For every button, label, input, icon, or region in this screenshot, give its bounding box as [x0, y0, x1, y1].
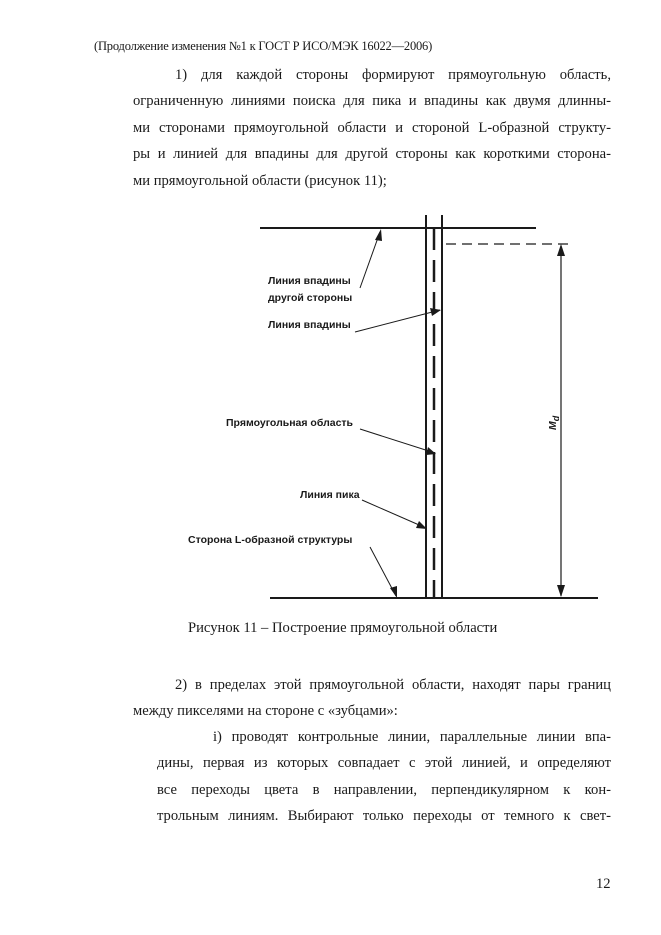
label-l-side: Сторона L-образной структуры: [188, 534, 353, 546]
text-line: между пикселями на стороне с «зубцами»:: [133, 703, 398, 720]
text-line: i) проводят контрольные линии, параллельные линии впа-: [213, 729, 611, 745]
leader-peak-line: [362, 500, 426, 528]
figure-caption: Рисунок 11 – Построение прямоугольной области: [188, 620, 498, 636]
paragraph-2: [133, 672, 611, 725]
text-line: ми прямоугольной области (рисунок 11);: [133, 172, 387, 189]
dimension-label: Md: [547, 415, 561, 430]
label-valley-line: Линия впадины: [268, 319, 351, 331]
leader-rect-area: [360, 429, 435, 453]
page-header: (Продолжение изменения №1 к ГОСТ Р ИСО/МЭК 16022—2006): [94, 39, 433, 53]
text-line: 1) для каждой стороны формируют прямоугольную область,: [175, 67, 611, 83]
text-line: ми сторонами прямоугольной области и стороной L-образной структу-: [133, 119, 611, 136]
text-line: дины, первая из которых совпадает с этой линией, и определяют: [157, 755, 611, 772]
text-line: 2) в пределах этой прямоугольной области, находят пары границ: [175, 677, 611, 693]
paragraph-3: [157, 724, 611, 830]
dimension-arrow-top: [557, 244, 565, 256]
leader-arrow: [375, 229, 382, 241]
leader-arrow: [430, 308, 441, 316]
page-number: 12: [596, 876, 611, 892]
text-line: ры и линией для впадины для другой стороны как короткими сторона-: [133, 146, 611, 163]
label-peak-line: Линия пика: [300, 489, 360, 501]
text-line: все переходы цвета в направлении, перпендикулярном к кон-: [157, 781, 611, 798]
leader-valley-line: [355, 310, 440, 332]
leader-other-side-valley: [360, 232, 380, 288]
text-line: ограниченную линиями поиска для пика и впадины как двумя длинны-: [133, 93, 611, 110]
label-rect-area: Прямоугольная область: [226, 417, 354, 429]
label-other-side-valley-2: другой стороны: [268, 292, 353, 304]
dimension-arrow-bottom: [557, 585, 565, 597]
leader-arrow: [426, 447, 436, 455]
leader-arrow: [390, 586, 397, 598]
text-line: трольным линиям. Выбирают только переходы от темного к свет-: [157, 808, 611, 825]
label-other-side-valley-1: Линия впадины: [268, 275, 351, 287]
